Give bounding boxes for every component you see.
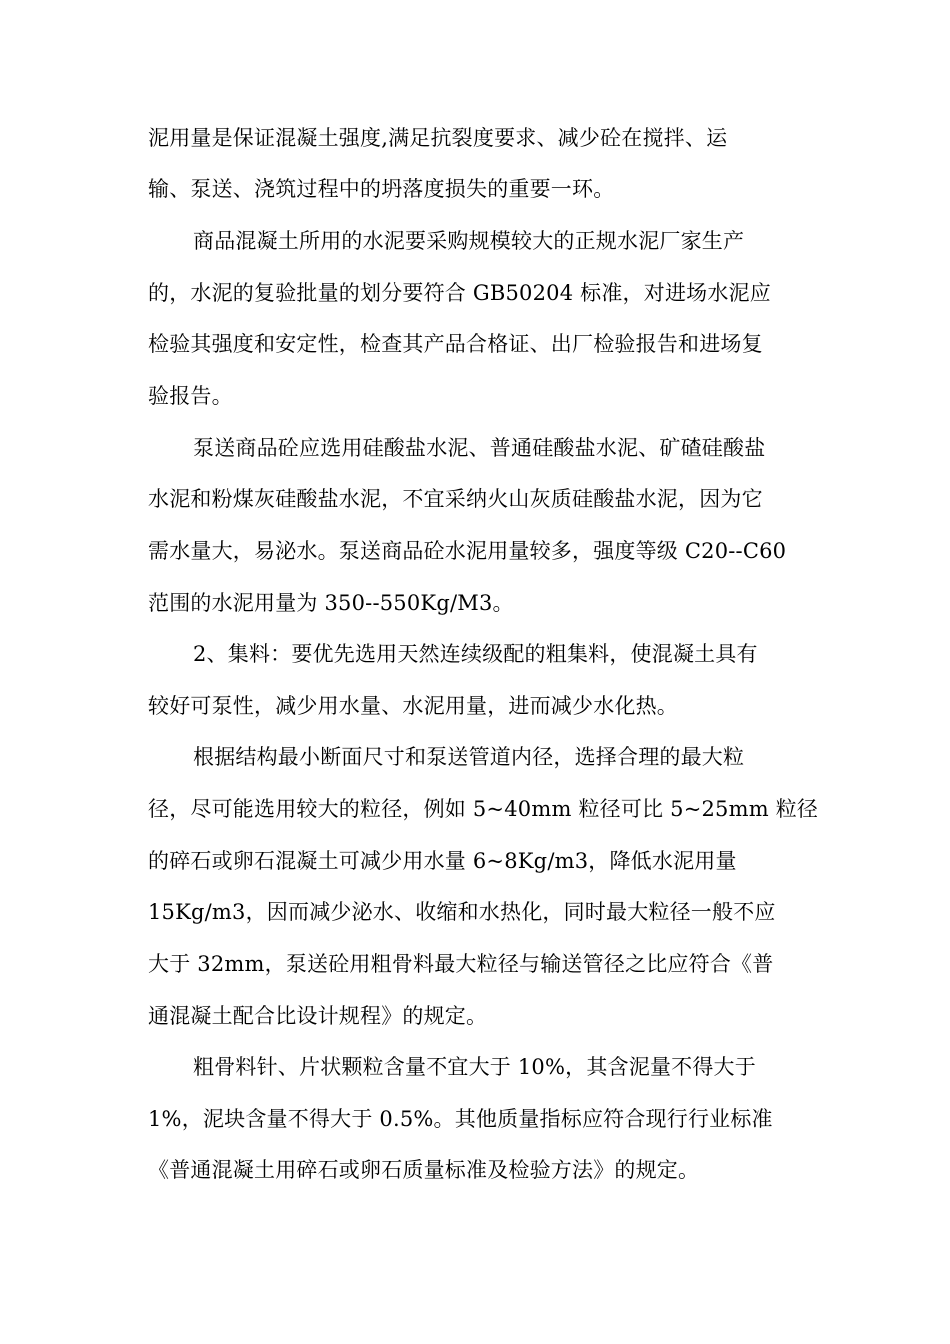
text-line-4: 的，水泥的复验批量的划分要符合 GB50204 标准，对进场水泥应	[148, 281, 771, 305]
text-line-1: 泥用量是保证混凝土强度,满足抗裂度要求、减少砼在搅拌、运	[148, 126, 728, 150]
text-line-2: 输、泵送、浇筑过程中的坍落度损失的重要一环。	[148, 177, 615, 201]
text-line-8: 水泥和粉煤灰硅酸盐水泥，不宜采纳火山灰质硅酸盐水泥，因为它	[148, 487, 763, 511]
text-line-20: 1%，泥块含量不得大于 0.5%。其他质量指标应符合现行行业标准	[148, 1107, 773, 1131]
text-line-21: 《普通混凝土用碎石或卵石质量标准及检验方法》的规定。	[148, 1158, 700, 1182]
text-line-6: 验报告。	[148, 384, 233, 408]
text-line-5: 检验其强度和安定性，检查其产品合格证、出厂检验报告和进场复	[148, 332, 763, 356]
text-line-3: 商品混凝土所用的水泥要采购规模较大的正规水泥厂家生产	[193, 229, 745, 253]
text-line-11: 2、集料：要优先选用天然连续级配的粗集料，使混凝土具有	[193, 642, 758, 666]
text-line-17: 大于 32mm，泵送砼用粗骨料最大粒径与输送管径之比应符合《普	[148, 952, 774, 976]
text-line-7: 泵送商品砼应选用硅酸盐水泥、普通硅酸盐水泥、矿碴硅酸盐	[193, 436, 766, 460]
text-line-10: 范围的水泥用量为 350--550Kg/M3。	[148, 591, 514, 615]
text-line-16: 15Kg/m3，因而减少泌水、收缩和水热化，同时最大粒径一般不应	[148, 900, 776, 924]
text-line-19: 粗骨料针、片状颗粒含量不宜大于 10%，其含泥量不得大于	[193, 1055, 756, 1079]
text-line-15: 的碎石或卵石混凝土可减少用水量 6~8Kg/m3，降低水泥用量	[148, 849, 737, 873]
text-line-13: 根据结构最小断面尺寸和泵送管道内径，选择合理的最大粒	[193, 745, 745, 769]
text-line-12: 较好可泵性，减少用水量、水泥用量，进而减少水化热。	[148, 694, 678, 718]
text-line-18: 通混凝土配合比设计规程》的规定。	[148, 1004, 488, 1028]
text-line-14: 径，尽可能选用较大的粒径，例如 5~40mm 粒径可比 5~25mm 粒径	[148, 797, 819, 821]
text-line-9: 需水量大，易泌水。泵送商品砼水泥用量较多，强度等级 C20--C60	[148, 539, 787, 563]
